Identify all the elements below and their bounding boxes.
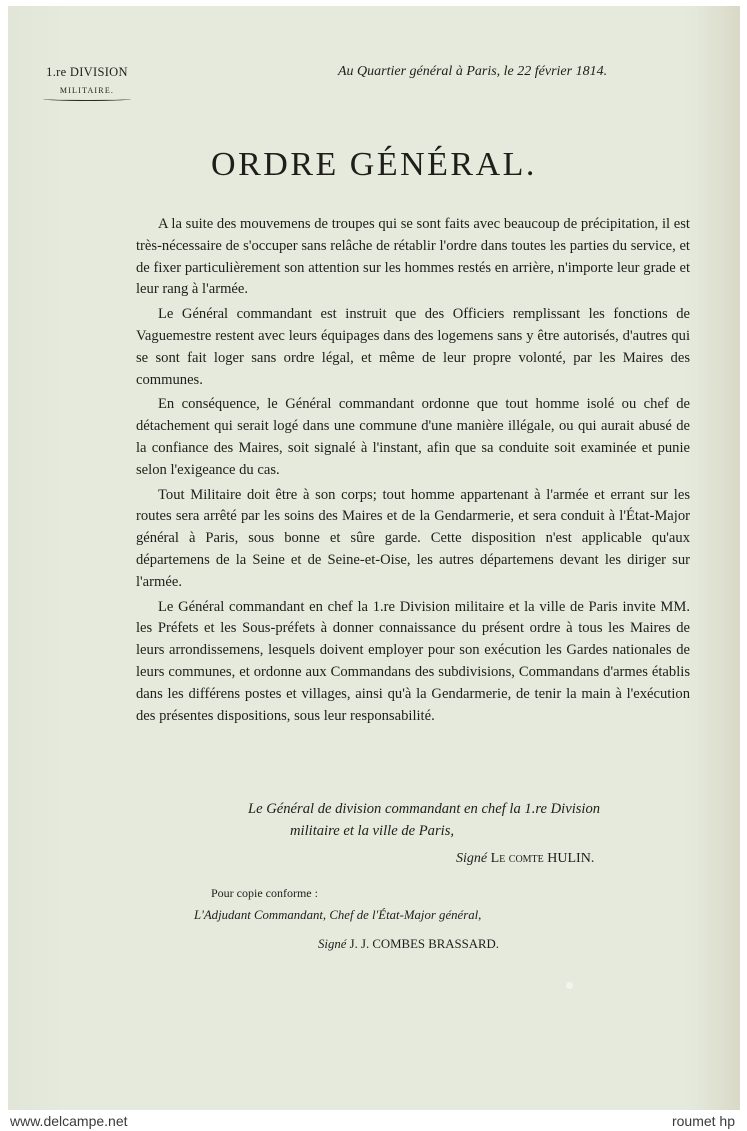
signed-word: Signé (456, 851, 488, 866)
copy-signatory-name: J. J. COMBES BRASSARD. (349, 937, 499, 951)
paragraph: En conséquence, le Général commandant ordonne que tout homme isolé ou chef de détachement qui serait logé dans une commune d'une manière illégale, ou qui aurait abusé de la confiance des Maires, soit signalé à l'instant, afin que sa conduite soit examinée et punie selon l'exigeance du cas. (136, 396, 690, 478)
division-label: 1.re DIVISION (46, 65, 128, 79)
signature-title-line1: Le Général de division commandant en chef la 1.re Division (248, 801, 601, 817)
document-sheet (8, 6, 740, 1110)
place-date: Au Quartier général à Paris, le 22 février 1814. (338, 64, 608, 79)
document-title: ORDRE GÉNÉRAL. (211, 146, 537, 183)
signature-name (456, 851, 594, 867)
footer-source-right: roumet hp (671, 1113, 735, 1129)
paper-hole (566, 982, 573, 989)
paragraph: Le Général commandant en chef la 1.re Division militaire et la ville de Paris invite MM. les Préfets et les Sous-préfets à donner connaissance du présent ordre à tous les Maires de leurs arrondissemens, lesquels doivent employer pour son exécution les Gardes nationales de leurs communes, et ordonne aux Commandans des subdivisions, Commandans d'armes établis dans les différens postes et villages, ainsi qu'à la Gendarmerie, de tenir la main à l'exécution des présentes dispositions, sous leur responsabilité. (136, 598, 690, 724)
division-underline (43, 97, 131, 101)
paragraph: Le Général commandant est instruit que des Officiers remplissant les fonctions de Vaguemestre restent avec leurs équipages dans des logemens sans y être autorisés, d'autres qui se sont fait loger sans ordre légal, et même de leur propre volonté, par les Maires des communes. (136, 306, 690, 388)
signature-title-line2: militaire et la ville de Paris, (290, 823, 455, 839)
paragraph: A la suite des mouvemens de troupes qui se sont faits avec beaucoup de précipitation, il est très-nécessaire de s'occuper sans relâche de rétablir l'ordre dans toutes les parties du service, et de fixer particulièrement son attention sur les hommes restés en arrière, n'importe leur grade et leur rang à l'armée. (136, 216, 690, 298)
footer-source-left: www.delcampe.net (10, 1113, 128, 1129)
signatory-name: Le comte HULIN. (490, 851, 595, 866)
order-body (136, 214, 690, 730)
copy-signed-word: Signé (318, 937, 347, 951)
division-sub-label: MILITAIRE. (59, 86, 115, 95)
copy-label: Pour copie conforme : (211, 886, 318, 900)
paragraph: Tout Militaire doit être à son corps; tout homme appartenant à l'armée et errant sur les routes sera arrêté par les soins des Maires et de la Gendarmerie, et sera conduit à l'État-Major général à Paris, sous bonne et sûre garde. Cette disposition n'est applicable qu'aux départemens de la Seine et de Seine-et-Oise, les autres départemens devant les diriger sur l'armée. (136, 486, 690, 590)
signature-block (248, 798, 708, 842)
copy-signature (318, 937, 499, 952)
copy-role: L'Adjudant Commandant, Chef de l'État-Major général, (194, 908, 482, 922)
division-header (42, 65, 132, 101)
